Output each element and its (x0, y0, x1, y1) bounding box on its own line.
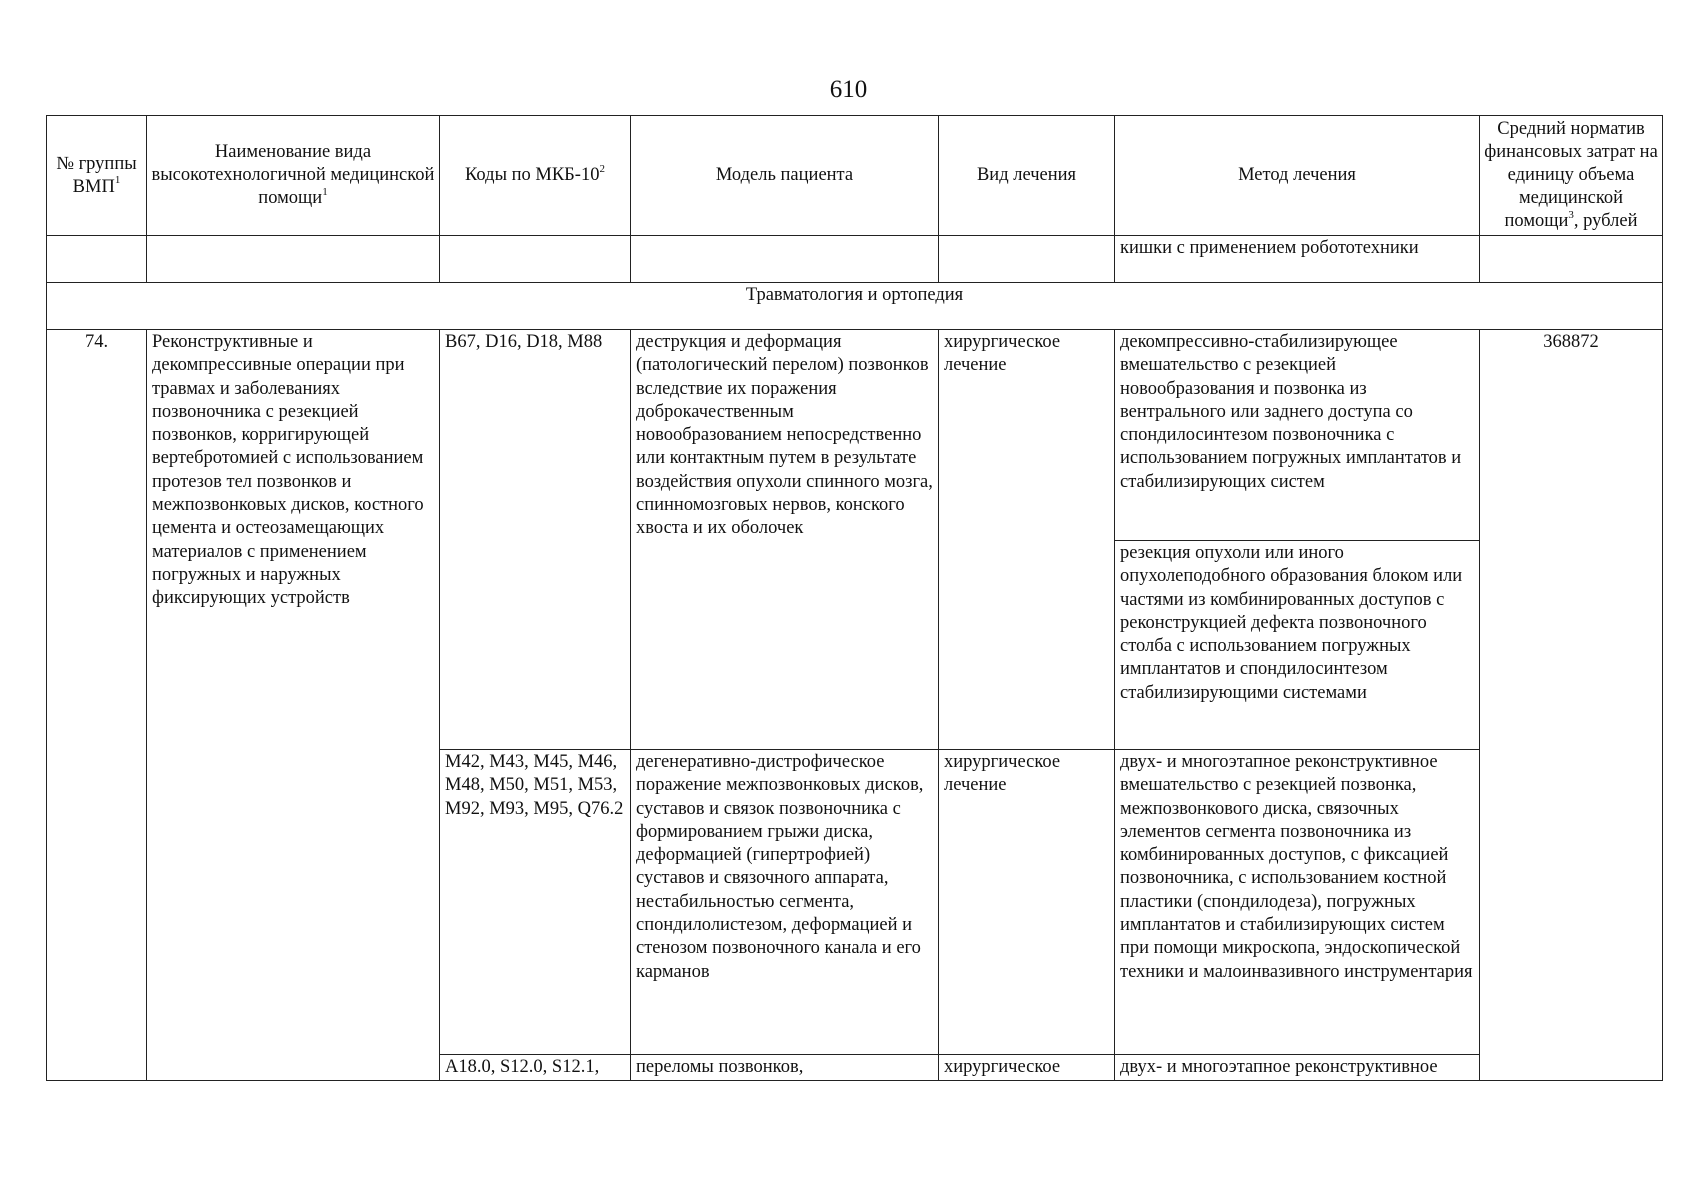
icd-codes: M42, M43, M45, M46, M48, M50, M51, M53, M92, M93, M95, Q76.2 (440, 750, 631, 1055)
treatment-method: декомпрессивно-стабилизирующее вмешательство с резекцией новообразования и позвонка из вентрального или заднего доступа со спондилосинтезом позвоночника с использованием погружных имплантатов и стабилизирующих систем (1115, 330, 1480, 541)
group-number: 74. (47, 330, 147, 1081)
table-row (47, 330, 1663, 541)
treatment-method: двух- и многоэтапное реконструктивное (1115, 1055, 1480, 1081)
treatment-method: двух- и многоэтапное реконструктивное вмешательство с резекцией позвонка, межпозвонкового диска, связочных элементов сегмента позвоночника из комбинированных доступов, с фиксацией позвоночника, с использованием костной пластики (спондилодеза), погружных имплантатов и стабилизирующих систем при помощи микроскопа, эндоскопической техники и малоинвазивного инструментария (1115, 750, 1480, 1055)
header-treatment-type: Вид лечения (939, 116, 1115, 236)
treatment-type: хирургическое (939, 1055, 1115, 1081)
treatment-type: хирургическое лечение (939, 750, 1115, 1055)
patient-model: деструкция и деформация (патологический перелом) позвонков вследствие их поражения доброкачественным новообразованием непосредственно или контактным путем в результате воздействия опухоли спинного мозга, спинномозговых нервов, конского хвоста и их оболочек (631, 330, 939, 750)
continuation-method: кишки с применением робототехники (1115, 236, 1480, 283)
section-title: Травматология и ортопедия (47, 283, 1663, 330)
patient-model: переломы позвонков, (631, 1055, 939, 1081)
header-treatment-method: Метод лечения (1115, 116, 1480, 236)
header-care-type-name: Наименование вида высокотехнологичной медицинской помощи$^1$ (147, 116, 440, 236)
section-row (47, 283, 1663, 330)
icd-codes: A18.0, S12.0, S12.1, (440, 1055, 631, 1081)
header-icd-codes: Коды по МКБ-$10^2$ (440, 116, 631, 236)
header-cost-standard: Средний норматив финансовых затрат на единицу объема медицинской помощи$^3$, рублей (1480, 116, 1663, 236)
patient-model: дегенеративно-дистрофическое поражение межпозвонковых дисков, суставов и связок позвоночника с формированием грыжи диска, деформацией (гипертрофией) суставов и связочного аппарата, нестабильностью сегмента, спондилолистезом, деформацией и стенозом позвоночного канала и его карманов (631, 750, 939, 1055)
header-group-number: № группы ВМП$^1$ (47, 116, 147, 236)
cost-value: 368872 (1480, 330, 1663, 1081)
continuation-row (47, 236, 1663, 283)
icd-codes: B67, D16, D18, M88 (440, 330, 631, 750)
group-name: Реконструктивные и декомпрессивные операции при травмах и заболеваниях позвоночника с резекцией позвонков, корригирующей вертебротомией с использованием протезов тел позвонков и межпозвонковых дисков, костного цемента и остеозамещающих материалов с применением погружных и наружных фиксирующих устройств (147, 330, 440, 1081)
treatment-method: резекция опухоли или иного опухолеподобного образования блоком или частями из комбинированных доступов с реконструкцией дефекта позвоночного столба с использованием погружных имплантатов и спондилосинтезом стабилизирующими системами (1115, 541, 1480, 750)
vmp-table (46, 115, 1663, 1081)
page-number: 610 (829, 76, 868, 103)
table-header-row (47, 116, 1663, 236)
treatment-type: хирургическое лечение (939, 330, 1115, 750)
header-patient-model: Модель пациента (631, 116, 939, 236)
